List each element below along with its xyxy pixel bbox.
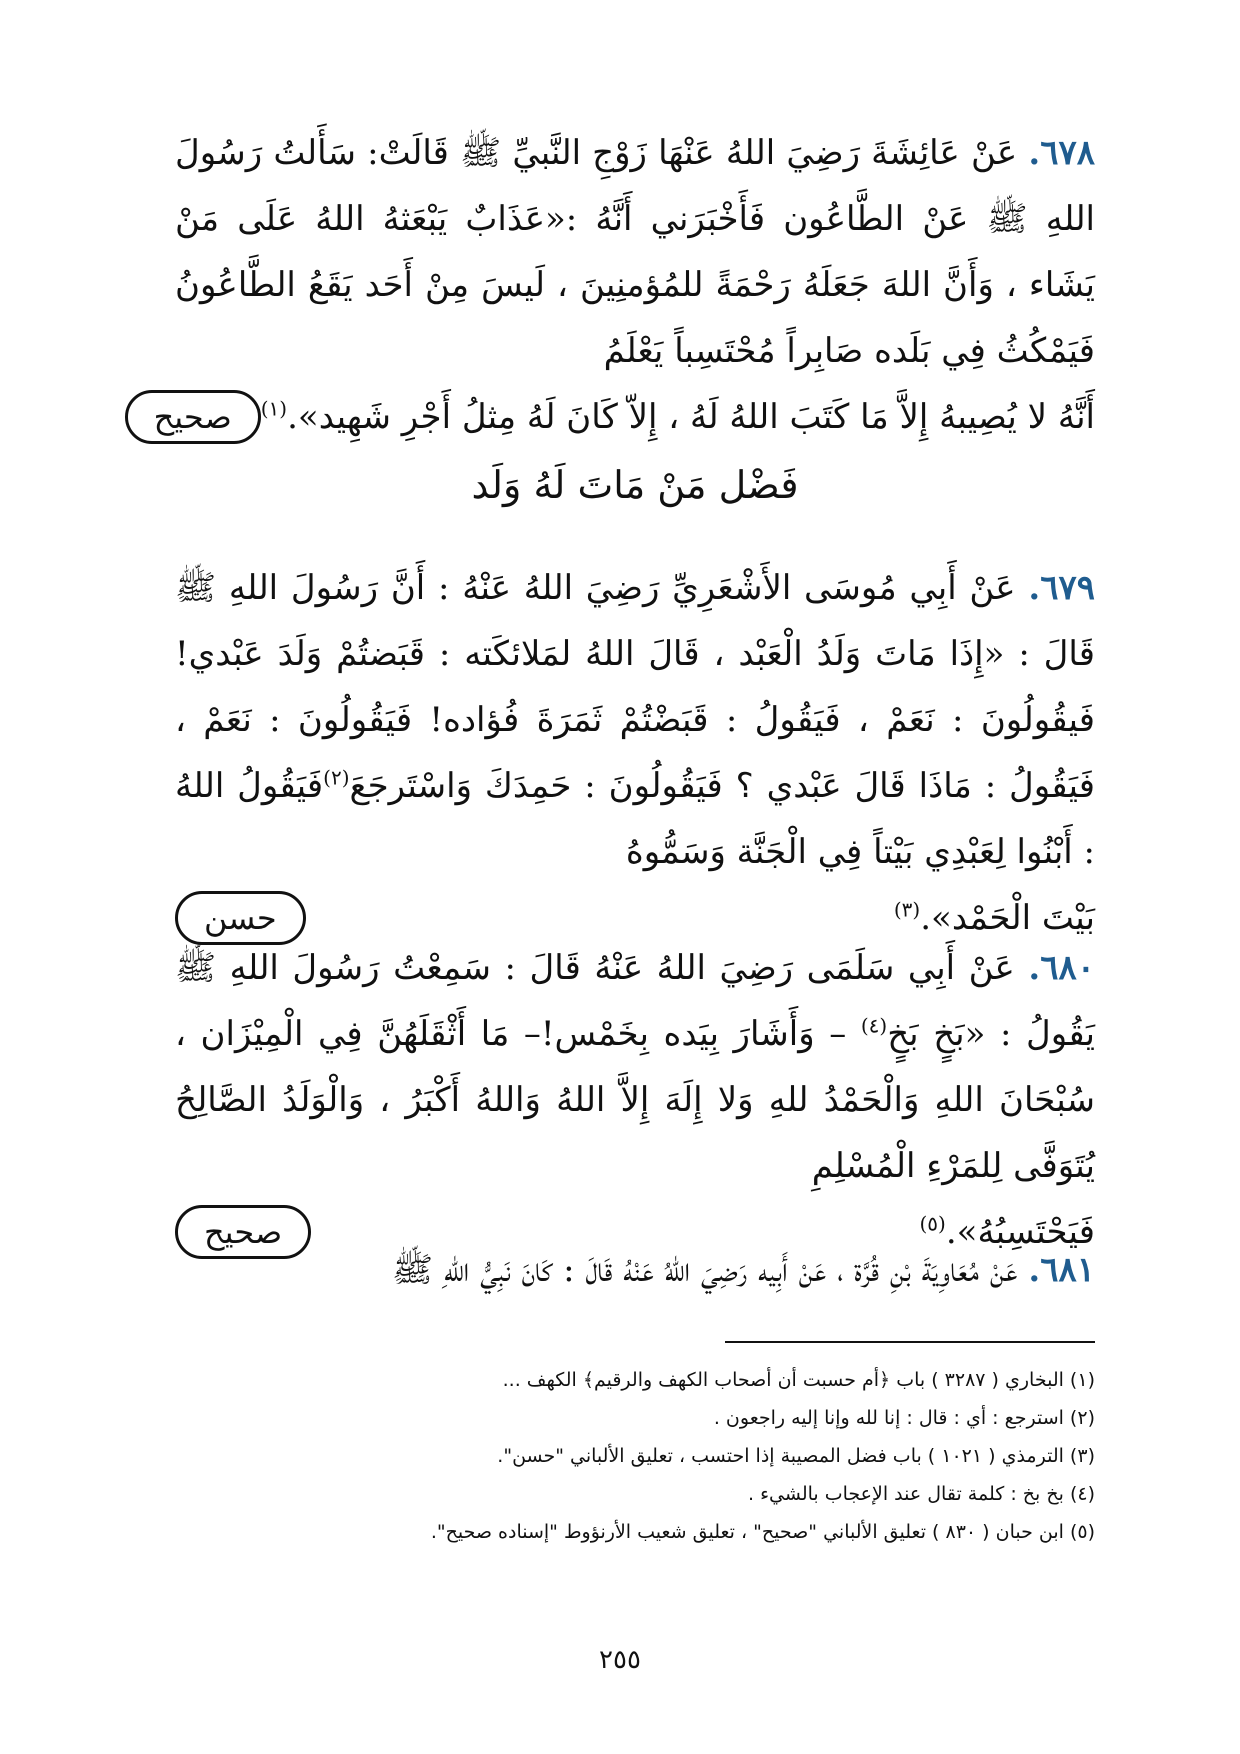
- footnote-ref: (٥): [919, 1211, 946, 1236]
- hadith-number: ٦٨١.: [1028, 1250, 1095, 1290]
- hadith-tail-line: [153, 384, 1095, 450]
- hadith-body-continued: فَيَقُولُ اللهُ : أَبْنُوا لِعَبْدِي بَيْتاً فِي الْجَنَّة وَسَمُّوهُ: [175, 766, 1095, 872]
- hadith-body-continued: – وَأَشَارَ بِيَده بِخَمْس!– مَا أَثْقَلَهُنَّ فِي الْمِيْزَان ، سُبْحَانَ اللهِ وَالْحَمْدُ للهِ وَلا إِلَهَ إِلاَّ اللهُ وَاللهُ أَكْبَرُ ، وَالْوَلَدُ الصَّالِحُ يُتَوَفَّى لِلمَرْءِ الْمُسْلِمِ: [175, 1014, 1095, 1186]
- page-number: ٢٥٥: [599, 1645, 641, 1675]
- hadith-body: عَنْ مُعَاوِيَةَ بْنِ قُرَّة ، عَنْ أَبِيه رَضِيَ اللهُ عَنْهُ قَالَ : كَانَ نَبِيُّ اللهِ ﷺ: [392, 1250, 1018, 1290]
- footnote-2: (٢) استرجع : أي : قال : إنا لله وإنا إليه راجعون .: [713, 1407, 1095, 1429]
- footnote-ref: (٢): [323, 765, 350, 790]
- hadith-tail: فَيَحْتَسِبُهُ».: [945, 1212, 1095, 1252]
- footnote-ref: (٤): [860, 1013, 888, 1038]
- footnote-ref: (٣): [893, 897, 921, 922]
- footnote-separator: [725, 1341, 1095, 1343]
- footnotes: [175, 1361, 1095, 1551]
- grade-badge: صحيح: [175, 1205, 311, 1259]
- hadith-681: [175, 1237, 1095, 1303]
- hadith-tail: أَنَّهُ لا يُصِيبهُ إِلاَّ مَا كَتَبَ اللهُ لَهُ ، إِلاّ كَانَ لَهُ مِثلُ أَجْرِ شَهِيد».: [287, 397, 1095, 437]
- footnote-1: (١) البخاري ( ٣٢٨٧ ) باب ﴿أم حسبت أن أصحاب الكهف والرقيم﴾ الكهف ...: [502, 1369, 1095, 1391]
- hadith-number: ٦٧٨.: [1028, 133, 1096, 173]
- hadith-680: [175, 935, 1095, 1265]
- hadith-678: [153, 120, 1096, 450]
- footnote-5: (٥) ابن حبان ( ٨٣٠ ) تعليق الألباني "صحيح" ، تعليق شعيب الأرنؤوط "إسناده صحيح".: [430, 1521, 1095, 1543]
- hadith-number: ٦٨٠.: [1028, 948, 1095, 988]
- grade-badge: صحيح: [125, 390, 261, 444]
- hadith-body: عَنْ عَائِشَةَ رَضِيَ اللهُ عَنْهَا زَوْجِ النَّبيِّ ﷺ قَالَتْ: سَأَلتُ رَسُولَ اللهِ ﷺ عَنْ الطَّاعُون فَأَخْبَرَني أَنَّهُ :«عَذَابٌ يَبْعَثهُ اللهُ عَلَى مَنْ يَشَاء ، وَأَنَّ اللهَ جَعَلَهُ رَحْمَةً للمُؤمنِينَ ، لَيسَ مِنْ أَحَد يَقَعُ الطَّاعُونُ فَيَمْكُثُ فِي بَلَده صَابِراً مُحْتَسِباً يَعْلَمُ: [175, 133, 1095, 371]
- hadith-body: عَنْ أَبِي مُوسَى الأَشْعَرِيِّ رَضِيَ اللهُ عَنْهُ : أَنَّ رَسُولَ اللهِ ﷺ قَالَ : «إِذَا مَاتَ وَلَدُ الْعَبْد ، قَالَ اللهُ لمَلائكَته : قَبَضتُمْ وَلَدَ عَبْدي! فَيقُولُونَ : نَعَمْ ، فَيَقُولُ : قَبَضْتُمْ ثَمَرَةَ فُؤاده! فَيَقُولُونَ : نَعَمْ ، فَيَقُولُ : مَاذَا قَالَ عَبْدي ؟ فَيَقُولُونَ : حَمِدَكَ وَاسْتَرجَعَ: [175, 568, 1096, 806]
- footnote-4: (٤) بخ بخ : كلمة تقال عند الإعجاب بالشيء .: [748, 1483, 1095, 1505]
- footnote-3: (٣) الترمذي ( ١٠٢١ ) باب فضل المصيبة إذا احتسب ، تعليق الألباني "حسن".: [497, 1445, 1095, 1467]
- hadith-body: عَنْ أَبِي سَلَمَى رَضِيَ اللهُ عَنْهُ قَالَ : سَمِعْتُ رَسُولَ اللهِ ﷺ يَقُولُ : «بَخٍ بَخٍ: [175, 948, 1095, 1054]
- hadith-number: ٦٧٩.: [1028, 568, 1095, 608]
- footnote-ref: (١): [260, 396, 288, 421]
- section-heading: فَضْل مَنْ مَاتَ لَهُ وَلَد: [471, 463, 799, 507]
- hadith-tail: بَيْتَ الْحَمْد».: [920, 898, 1095, 938]
- grade-badge: حسن: [175, 891, 306, 945]
- hadith-679: [175, 555, 1095, 951]
